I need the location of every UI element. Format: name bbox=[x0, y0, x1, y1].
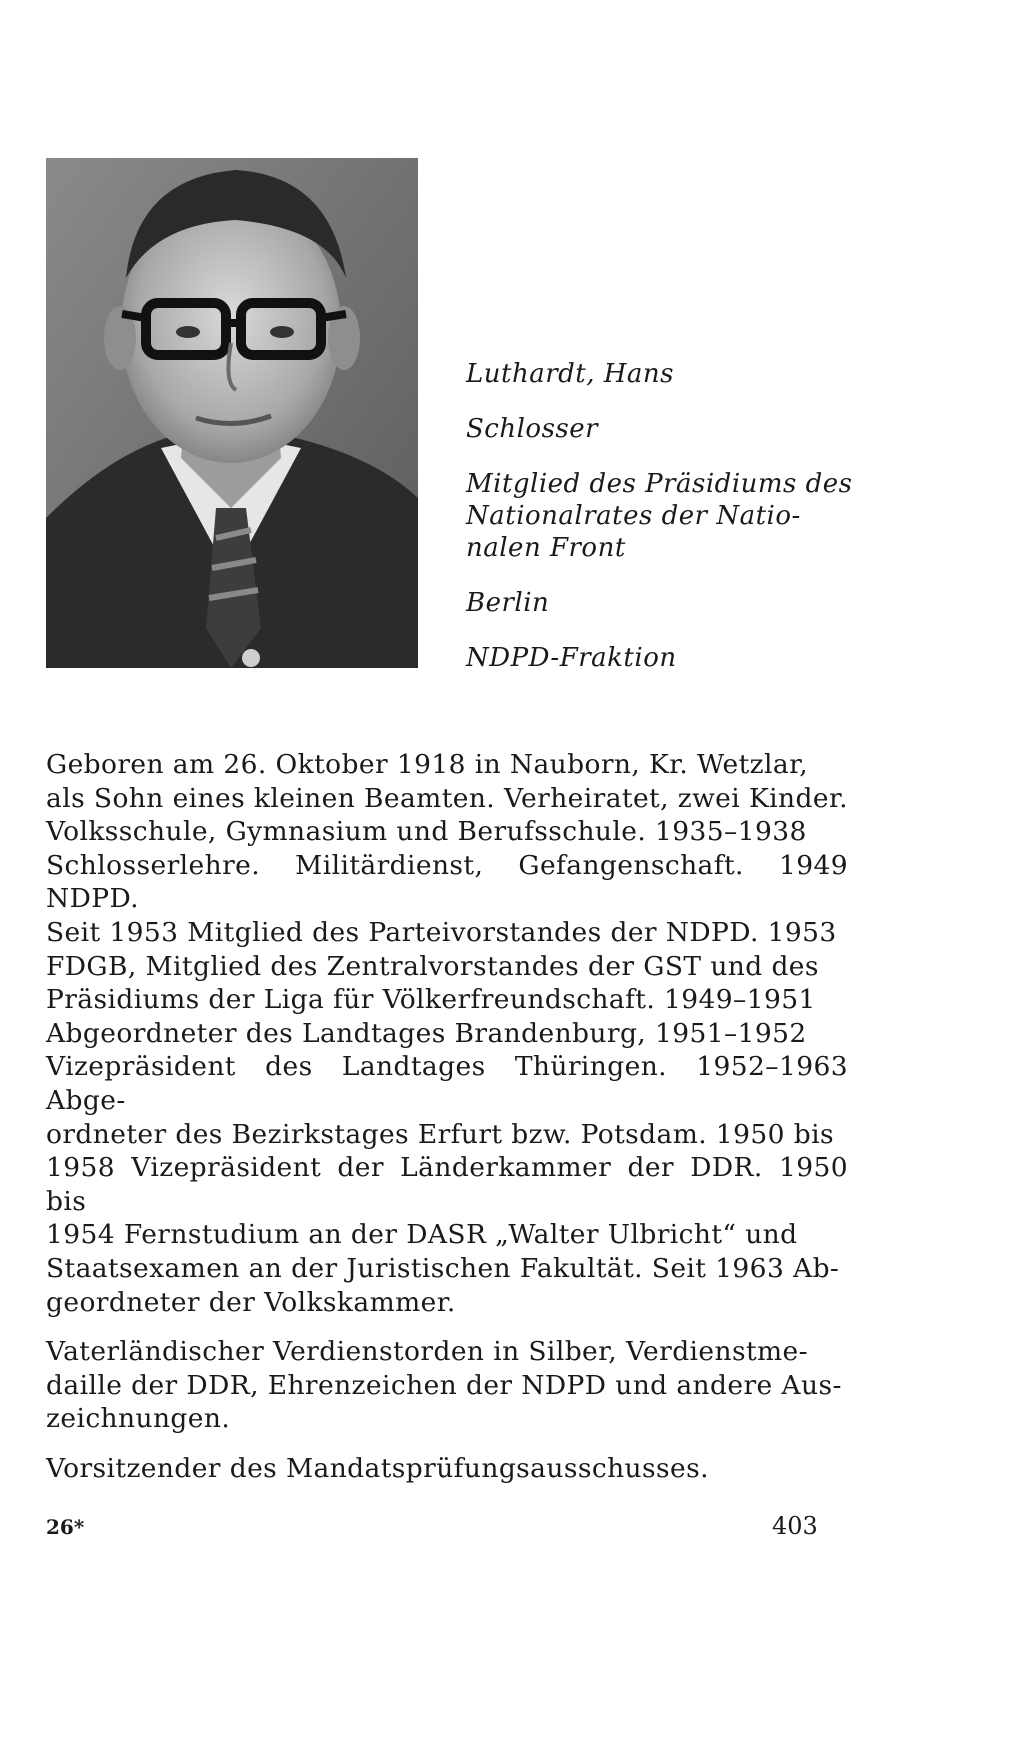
signature-mark: 26* bbox=[46, 1515, 85, 1539]
biography-text bbox=[46, 748, 848, 1501]
person-profession: Schlosser bbox=[466, 414, 599, 444]
biography-paragraph-1: Geboren am 26. Oktober 1918 in Nauborn, Kr. Wetzlar, als Sohn eines kleinen Beamten. Verheiratet, zwei Kinder. Volksschule, Gymnasium und Berufsschule. 1935–1938 Schlosserlehre. Militärdienst, Gefangenschaft. 1949 NDPD. Seit 1953 Mitglied des Parteivorstandes der NDPD. 1953 FDGB, Mitglied des Zentralvorstandes der GST und des Präsidiums der Liga für Völkerfreundschaft. 1949–1951 Abgeordneter des Landtages Brandenburg, 1951–1952 Vizepräsident des Landtages Thüringen. 1952–1963 Abge- ordneter des Bezirkstages Erfurt bzw. Potsdam. 1950 bis 1958 Vizepräsident der Länderkammer der DDR. 1950 bis 1954 Fernstudium an der DASR „Walter Ulbricht“ und Staatsexamen an der Juristischen Fakultät. Seit 1963 Ab- geordneter der Volkskammer. bbox=[46, 749, 848, 1318]
biography-paragraph-3: Vorsitzender des Mandatsprüfungsausschusses. bbox=[46, 1452, 709, 1484]
person-faction: NDPD-Fraktion bbox=[466, 643, 677, 673]
portrait-photo bbox=[46, 158, 418, 668]
portrait-illustration bbox=[46, 158, 418, 668]
person-name: Luthardt, Hans bbox=[466, 359, 675, 389]
page-number: 403 bbox=[772, 1512, 818, 1540]
person-function: Mitglied des Präsidiums des Nationalrates der Natio- nalen Front bbox=[466, 469, 853, 563]
caption-block bbox=[466, 358, 886, 697]
person-place: Berlin bbox=[466, 588, 550, 618]
biography-paragraph-2: Vaterländischer Verdienstorden in Silber, Verdienstme- daille der DDR, Ehrenzeichen der NDPD und andere Aus- zeichnungen. bbox=[46, 1336, 842, 1435]
